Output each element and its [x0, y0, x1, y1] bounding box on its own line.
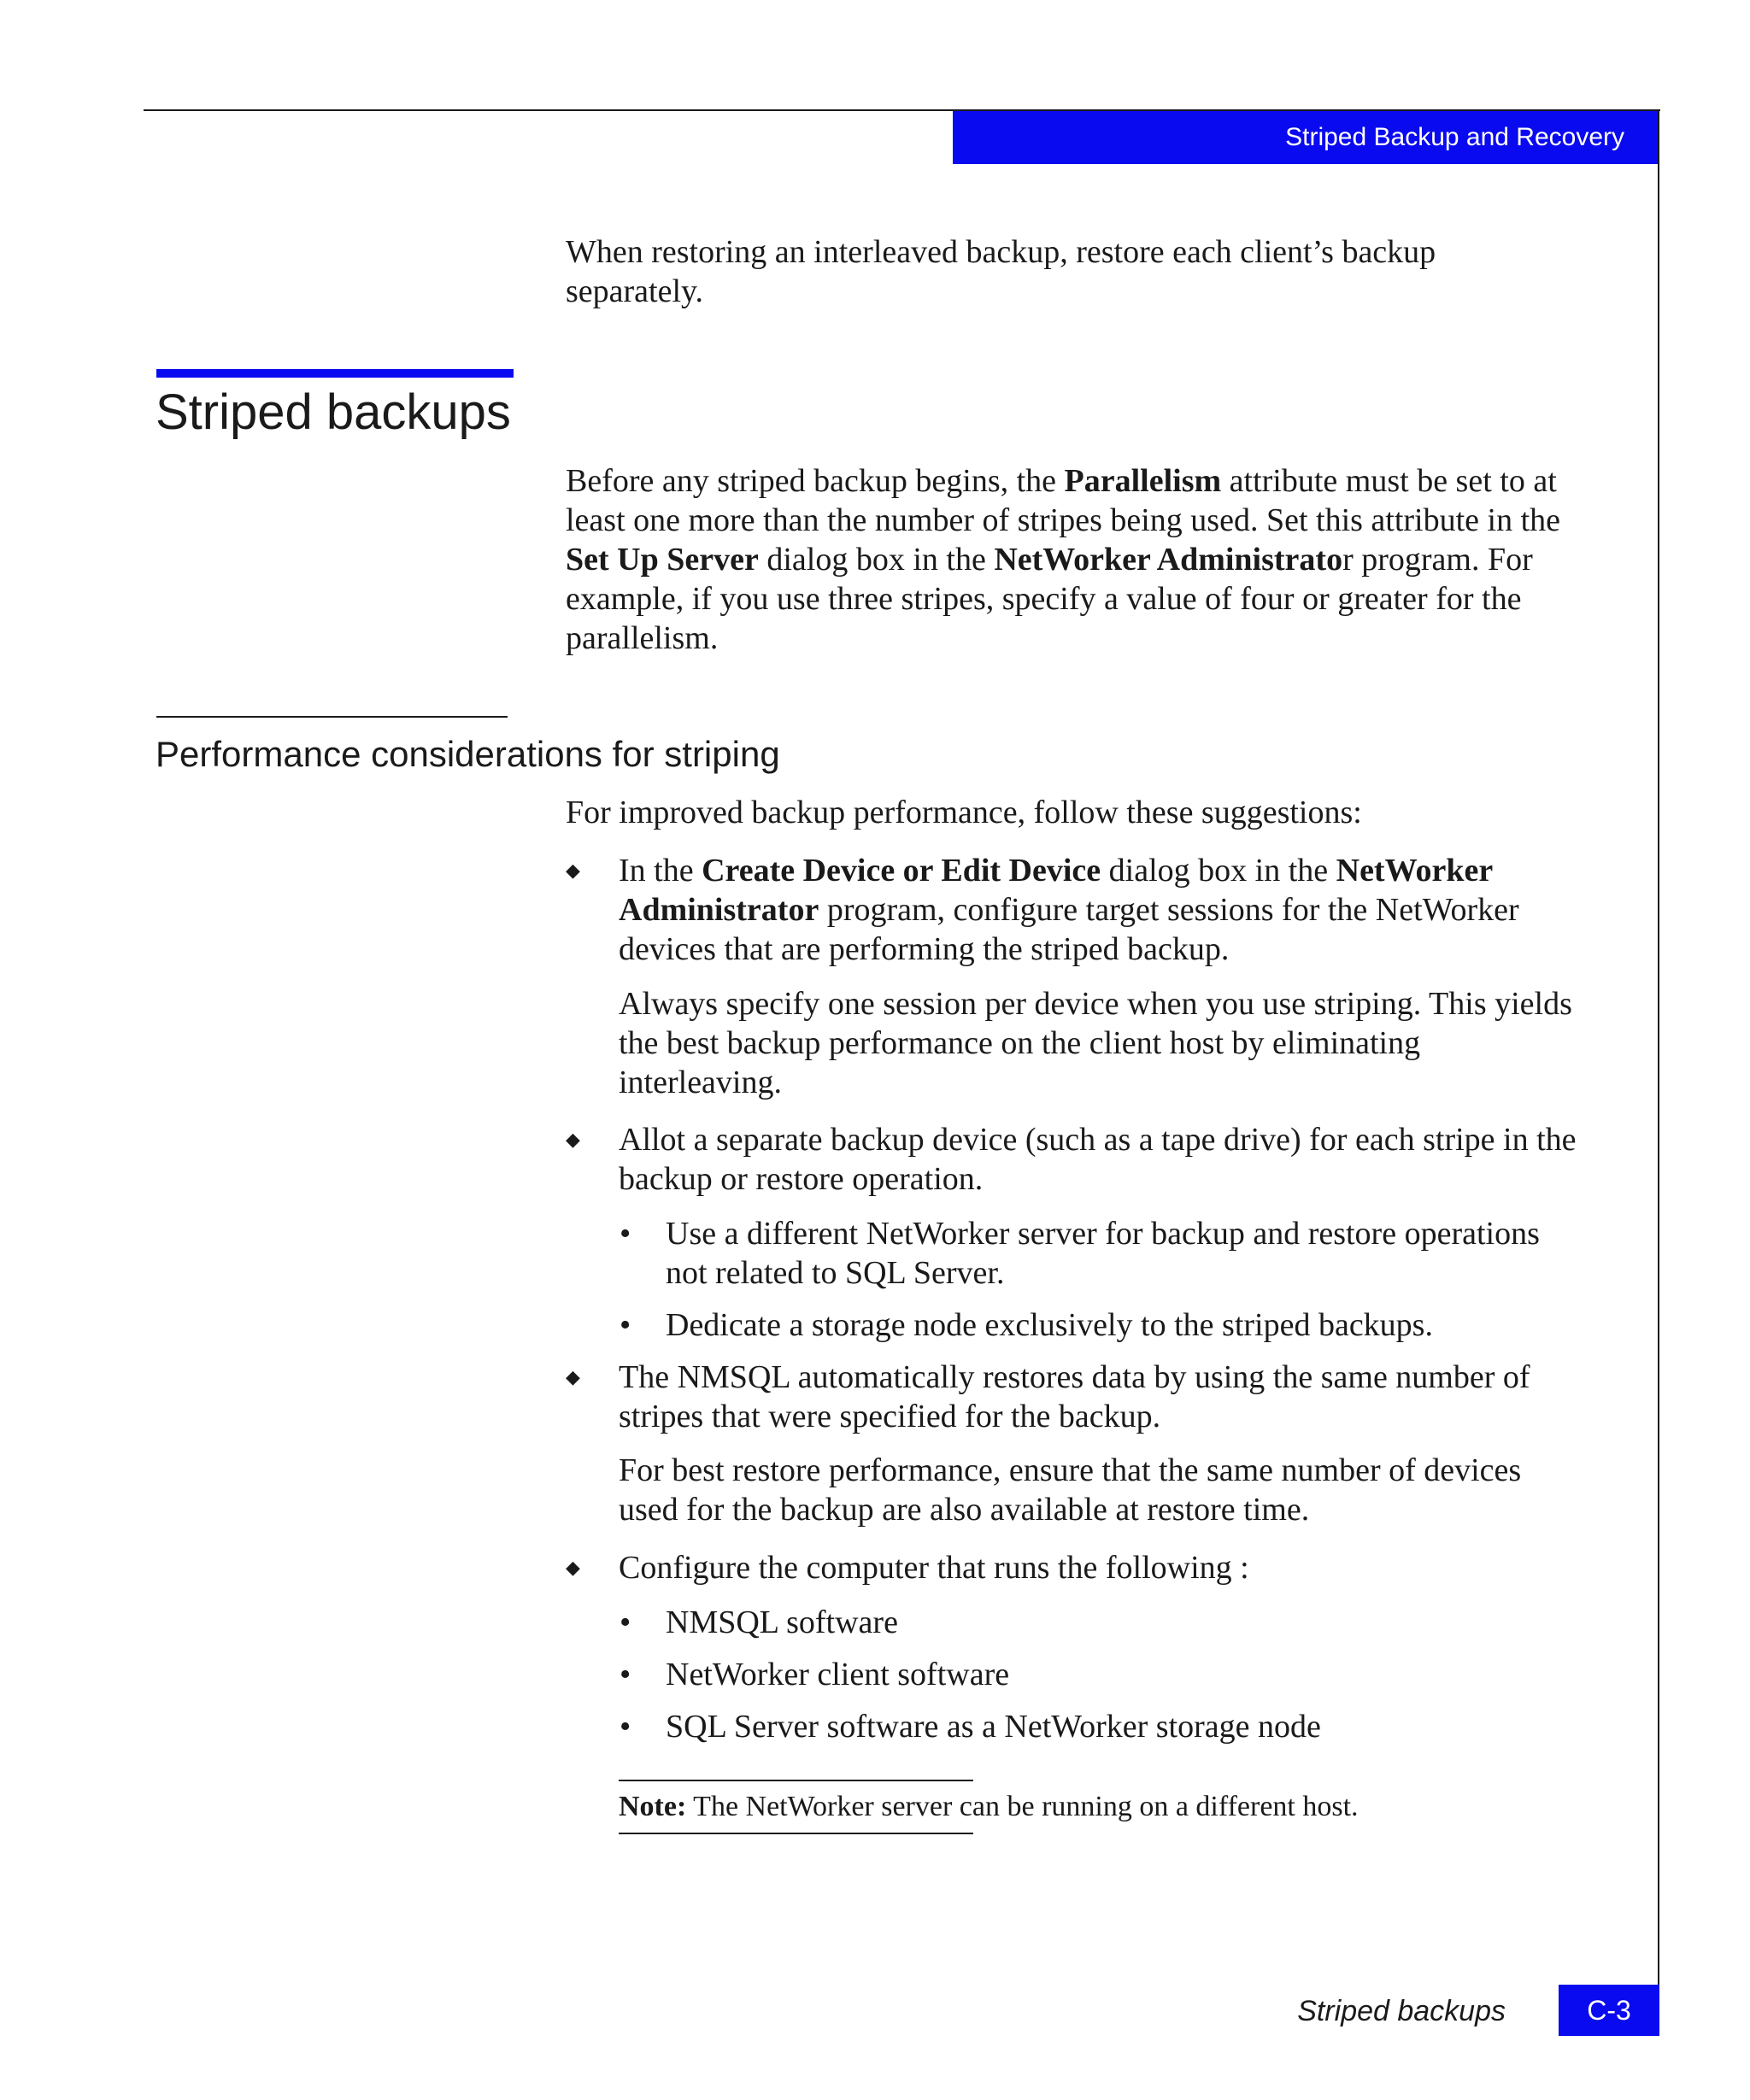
dot-bullet-icon: • [620, 1307, 631, 1343]
section-title: Striped backups [156, 384, 511, 440]
intro-paragraph: When restoring an interleaved backup, restore each client’s backup separately. [566, 234, 1436, 309]
sub-list-item-text: SQL Server software as a NetWorker storage node [666, 1709, 1321, 1745]
note-rule-top [619, 1780, 973, 1781]
bold-term: Create Device or Edit Device [702, 853, 1101, 889]
footer-section-title: Striped backups [1297, 1995, 1506, 2027]
dot-bullet-icon: • [620, 1657, 631, 1692]
diamond-bullet-icon: ◆ [566, 859, 580, 881]
page-right-rule [1658, 109, 1659, 2032]
dot-bullet-icon: • [620, 1709, 631, 1745]
sub-list-item-text: Use a different NetWorker server for backup and restore operations not related to SQL Server. [666, 1216, 1540, 1291]
sub-list-item-text: NMSQL software [666, 1604, 898, 1640]
section-title-bar [156, 369, 514, 378]
list-item-text: The NMSQL automatically restores data by using the same number of stripes that were specified for the backup. [619, 1359, 1530, 1434]
text-run: In the [619, 853, 702, 889]
bold-term: Set Up Server [566, 542, 759, 578]
diamond-bullet-icon: ◆ [566, 1366, 580, 1387]
list-item-paragraph: Always specify one session per device when you use striping. This yields the best backup performance on the client host by eliminating interleaving. [619, 986, 1572, 1100]
sub-list-item-text: NetWorker client software [666, 1657, 1010, 1692]
list-item-text: Configure the computer that runs the following : [619, 1550, 1249, 1586]
note-rule-bottom [619, 1833, 973, 1834]
chapter-header-tab [953, 111, 1659, 164]
subsection-title: Performance considerations for striping [156, 734, 780, 774]
bold-term: Parallelism [1064, 463, 1222, 499]
text-run: dialog box in the [758, 542, 995, 578]
list-item-text [619, 851, 1584, 969]
parallelism-paragraph [566, 461, 1583, 658]
text-run: attribute must be set to at least one more than the number of stripes being used. Set this attribute in the [566, 463, 1561, 538]
diamond-bullet-icon: ◆ [566, 1557, 580, 1578]
page-number: C-3 [1587, 1994, 1631, 2026]
suggestions-intro: For improved backup performance, follow these suggestions: [566, 795, 1362, 830]
note [619, 1788, 1359, 1826]
bold-term: NetWorker Administrato [994, 542, 1343, 578]
diamond-bullet-icon: ◆ [566, 1129, 580, 1150]
bold-term: NetWorker Administrator [619, 853, 1493, 928]
note-label: Note: [619, 1791, 687, 1822]
text-run: Before any striped backup begins, the [566, 463, 1065, 499]
subsection-rule [156, 716, 508, 718]
dot-bullet-icon: • [620, 1604, 631, 1640]
text-run: dialog box in the [1101, 853, 1336, 889]
list-item-text: Allot a separate backup device (such as a tape drive) for each stripe in the backup or restore operation. [619, 1122, 1577, 1197]
page-number-badge [1559, 1985, 1659, 2036]
note-text: The NetWorker server can be running on a different host. [686, 1791, 1359, 1822]
dot-bullet-icon: • [620, 1216, 631, 1252]
text-run: r program. For example, if you use three stripes, specify a value of four or greater for the parallelism. [566, 542, 1533, 656]
text-run: program, configure target sessions for the NetWorker devices that are performing the striped backup. [619, 892, 1519, 967]
list-item-paragraph: For best restore performance, ensure that the same number of devices used for the backup are also available at restore time. [619, 1452, 1522, 1528]
sub-list-item-text: Dedicate a storage node exclusively to the striped backups. [666, 1307, 1433, 1343]
chapter-title: Striped Backup and Recovery [1285, 123, 1624, 151]
